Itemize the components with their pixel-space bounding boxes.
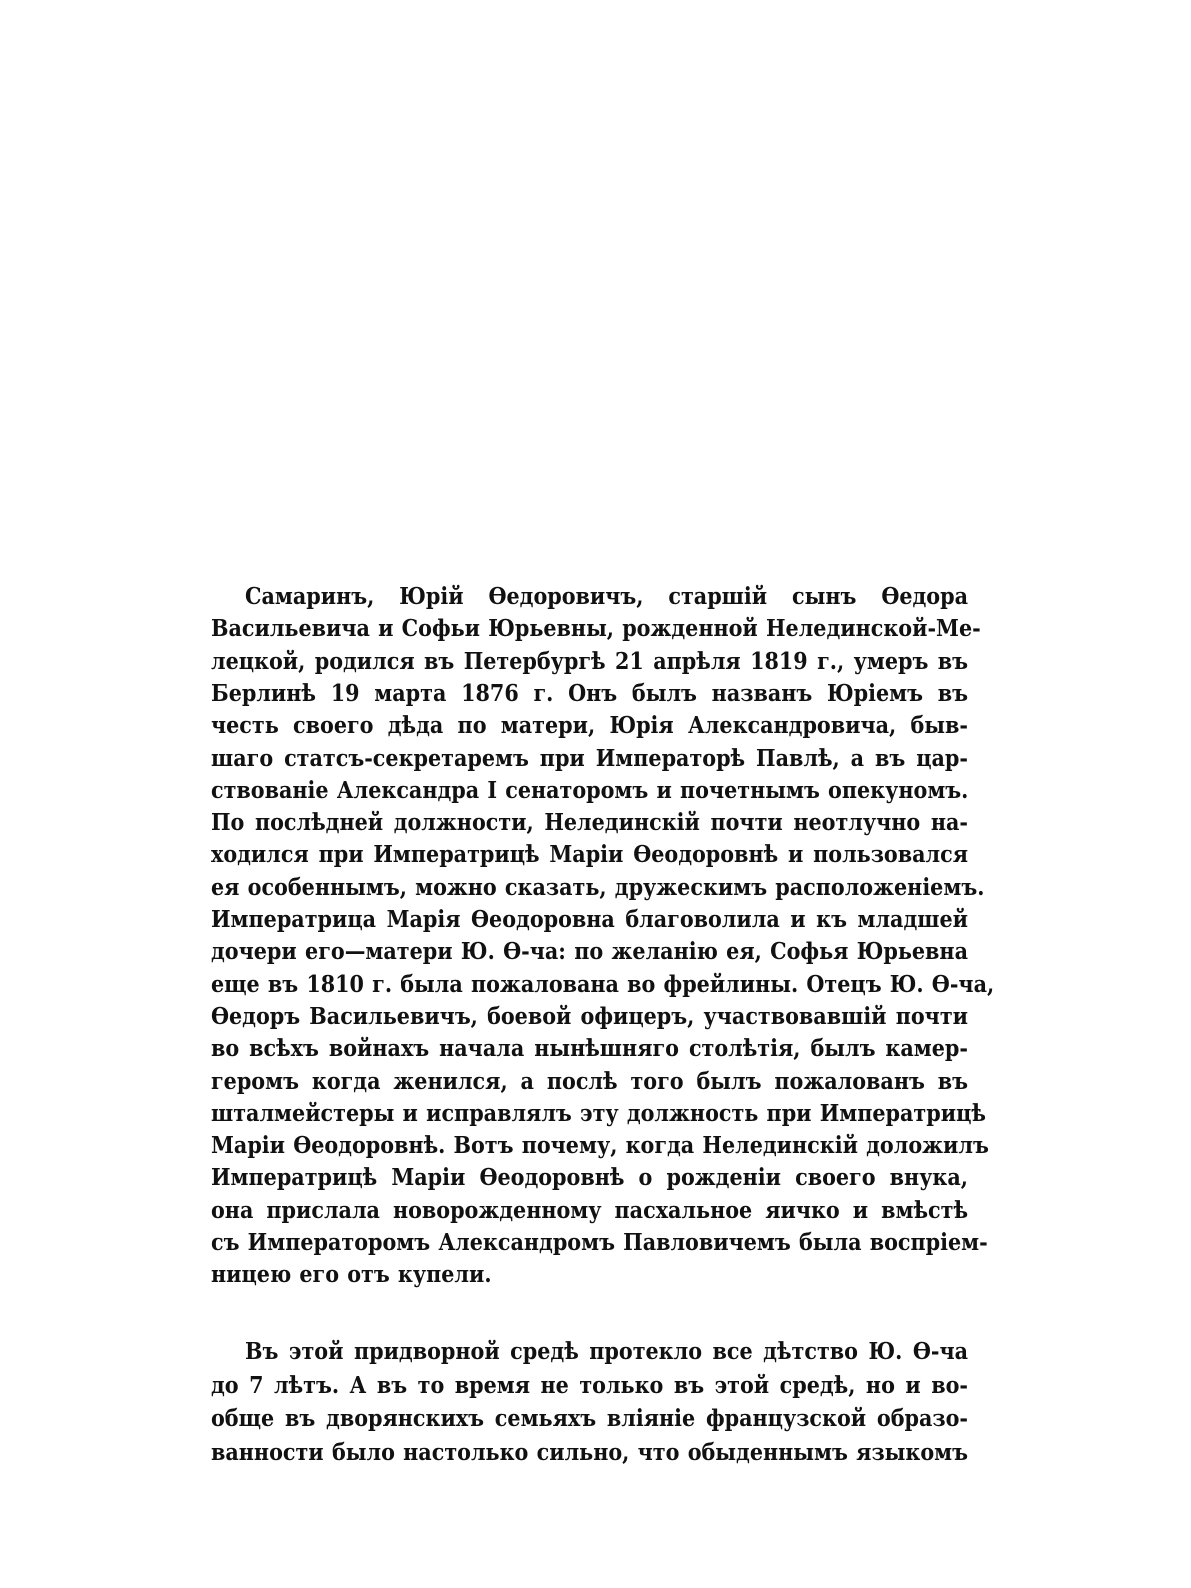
text-line: Ѳедоръ Васильевичъ, боевой офицеръ, участвовавшій почти	[211, 1002, 968, 1030]
text-line: геромъ когда женился, а послѣ того былъ пожалованъ въ	[211, 1067, 968, 1095]
text-line: до 7 лѣтъ. А въ то время не только въ этой средѣ, но и во-	[211, 1371, 968, 1399]
text-line: шаго статсъ-секретаремъ при Императорѣ Павлѣ, а въ цар-	[211, 744, 968, 772]
text-line: ницею его отъ купели.	[211, 1261, 492, 1289]
text-line: По послѣдней должности, Нелединскій почти неотлучно на-	[211, 809, 968, 837]
text-line: она прислала новорожденному пасхальное яичко и вмѣстѣ	[211, 1196, 968, 1224]
text-line: Императрицѣ Маріи Ѳеодоровнѣ о рожденіи своего внука,	[211, 1164, 968, 1192]
text-line: ванности было настолько сильно, что обыденнымъ языкомъ	[211, 1439, 968, 1467]
text-line: Васильевича и Софьи Юрьевны, рожденной Нелединской-Ме-	[211, 615, 981, 643]
text-line: обще въ дворянскихъ семьяхъ вліяніе французской образо-	[211, 1405, 968, 1433]
text-line: во всѣхъ войнахъ начала нынѣшняго столѣтія, былъ камер-	[211, 1035, 968, 1063]
text-line: Императрица Марія Ѳеодоровна благоволила и къ младшей	[211, 906, 968, 933]
text-line: ствованіе Александра I сенаторомъ и почетнымъ опекуномъ.	[211, 776, 969, 804]
text-line: еще въ 1810 г. была пожалована во фрейлины. Отецъ Ю. Ѳ-ча,	[211, 970, 995, 998]
text-line: Самаринъ, Юрій Ѳедоровичъ, старшій сынъ Ѳедора	[245, 583, 968, 610]
text-line: ходился при Императрицѣ Маріи Ѳеодоровнѣ и пользовался	[211, 841, 968, 869]
text-line: шталмейстеры и исправлялъ эту должность при Императрицѣ	[211, 1099, 986, 1127]
text-line: Берлинѣ 19 марта 1876 г. Онъ былъ названъ Юріемъ въ	[211, 679, 968, 707]
text-line: съ Императоромъ Александромъ Павловичемъ была воспріем-	[211, 1229, 988, 1256]
text-line: дочери его—матери Ю. Ѳ-ча: по желанію ея, Софья Юрьевна	[211, 938, 968, 966]
text-line: Въ этой придворной средѣ протекло все дѣтство Ю. Ѳ-ча	[245, 1338, 968, 1365]
text-line: ея особеннымъ, можно сказать, дружескимъ расположеніемъ.	[211, 873, 985, 901]
text-line: Маріи Ѳеодоровнѣ. Вотъ почему, когда Нелединскій доложилъ	[211, 1132, 989, 1160]
text-line: честь своего дѣда по матери, Юрія Александровича, быв-	[211, 712, 968, 740]
text-line: лецкой, родился въ Петербургѣ 21 апрѣля 1819 г., умеръ въ	[211, 647, 968, 675]
